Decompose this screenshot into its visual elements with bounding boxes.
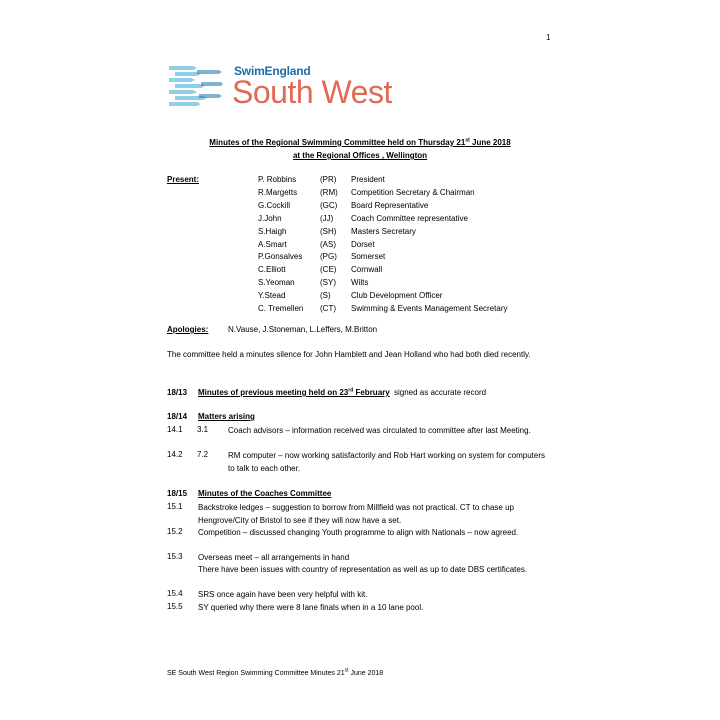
item-14-2-number: 14.2 — [167, 450, 183, 459]
title-line-2: at the Regional Offices , Wellington — [292, 151, 428, 160]
member-code: (RM) — [320, 187, 338, 197]
member-code: (PR) — [320, 175, 337, 184]
member-name: Y.Stead — [258, 291, 286, 301]
member-code: (AS) — [320, 239, 336, 249]
title-line-1: Minutes of the Regional Swimming Committee held on Thursday 21st June 2018 — [209, 137, 511, 147]
item-15-4-number: 15.4 — [167, 589, 183, 598]
item-14-1-number: 14.1 — [167, 425, 183, 434]
item-15-3-text: Overseas meet – all arrangements in hand — [198, 553, 350, 562]
item-15-4-text: SRS once again have been very helpful with kit. — [198, 590, 368, 599]
member-name: S.Yeoman — [258, 278, 295, 288]
member-name: C.Elliott — [258, 265, 286, 275]
item-15-5-text: SY queried why there were 8 lane finals when in a 10 lane pool. — [198, 603, 424, 612]
logo-main-text: South West — [232, 74, 392, 110]
present-label: Present: — [167, 175, 200, 184]
item-14-2-sub: 7.2 — [197, 450, 209, 459]
item-15-2-text: Competition – discussed changing Youth programme to align with Nationals – now agreed. — [198, 528, 519, 537]
member-role: President — [351, 175, 385, 184]
member-role: Club Development Officer — [351, 291, 443, 301]
section-13-number: 18/13 — [167, 388, 188, 397]
item-15-1-text: Backstroke ledges – suggestion to borrow from Millfield was not practical. CT to chase up Hengrove/City of Bristol to see if they will now have a set. — [198, 503, 514, 525]
member-code: (GC) — [320, 200, 338, 210]
apologies-text: N.Vause, J.Stoneman, L.Leffers, M.Britton — [228, 325, 378, 334]
member-role: Dorset — [351, 239, 375, 249]
logo-top-text: SwimEngland — [234, 64, 311, 78]
item-15-3-number: 15.3 — [167, 552, 183, 561]
item-15-3-extra: There have been issues with country of representation as well as up to date DBS certificates. — [198, 565, 528, 574]
member-role: Somerset — [351, 252, 386, 262]
member-code: (PG) — [320, 252, 337, 262]
member-code: (JJ) — [320, 213, 334, 223]
member-code: (SH) — [320, 226, 337, 236]
member-name: G.Cockill — [258, 200, 291, 210]
member-role: Wilts — [351, 278, 369, 288]
section-14-number: 18/14 — [167, 412, 188, 421]
swim-england-logo — [167, 62, 399, 110]
member-name: A.Smart — [258, 239, 287, 249]
wave-logo-icon — [167, 62, 223, 110]
item-15-1-number: 15.1 — [167, 502, 183, 511]
item-14-1-text: Coach advisors – information received was circulated to committee after last Meeting. — [228, 426, 531, 435]
silence-note: The committee held a minutes silence for John Hamblett and Jean Holland who had both died recently. — [167, 350, 531, 359]
member-role: Coach Committee representative — [351, 213, 468, 223]
section-15-heading: Minutes of the Coaches Committee — [198, 489, 332, 498]
member-code: (SY) — [320, 278, 336, 288]
section-14-heading: Matters arising — [198, 412, 255, 421]
member-role: Competition Secretary & Chairman — [351, 187, 475, 197]
member-code: (CT) — [320, 304, 336, 313]
member-name: R.Margetts — [258, 187, 298, 197]
section-13-heading: Minutes of previous meeting held on 23rd February — [198, 387, 390, 397]
page-number: 1 — [546, 33, 551, 42]
item-14-1-sub: 3.1 — [197, 425, 209, 434]
page-footer: SE South West Region Swimming Committee Minutes 21st June 2018 — [167, 667, 384, 677]
member-role: Swimming & Events Management Secretary — [351, 304, 508, 313]
member-name: S.Haigh — [258, 226, 287, 236]
section-13-note: signed as accurate record — [394, 388, 487, 397]
item-14-2-text: RM computer – now working satisfactorily and Rob Hart working on system for computers to talk to each other. — [228, 451, 546, 473]
item-15-2-number: 15.2 — [167, 527, 183, 536]
member-name: P.Gonsalves — [258, 252, 303, 262]
item-15-5-number: 15.5 — [167, 602, 183, 611]
member-role: Masters Secretary — [351, 226, 416, 236]
member-role: Board Representative — [351, 200, 429, 210]
member-code: (S) — [320, 291, 331, 301]
apologies-label: Apologies: — [167, 325, 209, 334]
member-name: C. Tremellen — [258, 304, 304, 313]
member-code: (CE) — [320, 265, 337, 275]
section-15-number: 18/15 — [167, 489, 188, 498]
member-name: P. Robbins — [258, 175, 297, 184]
member-role: Cornwall — [351, 265, 383, 275]
member-name: J.John — [258, 213, 282, 223]
